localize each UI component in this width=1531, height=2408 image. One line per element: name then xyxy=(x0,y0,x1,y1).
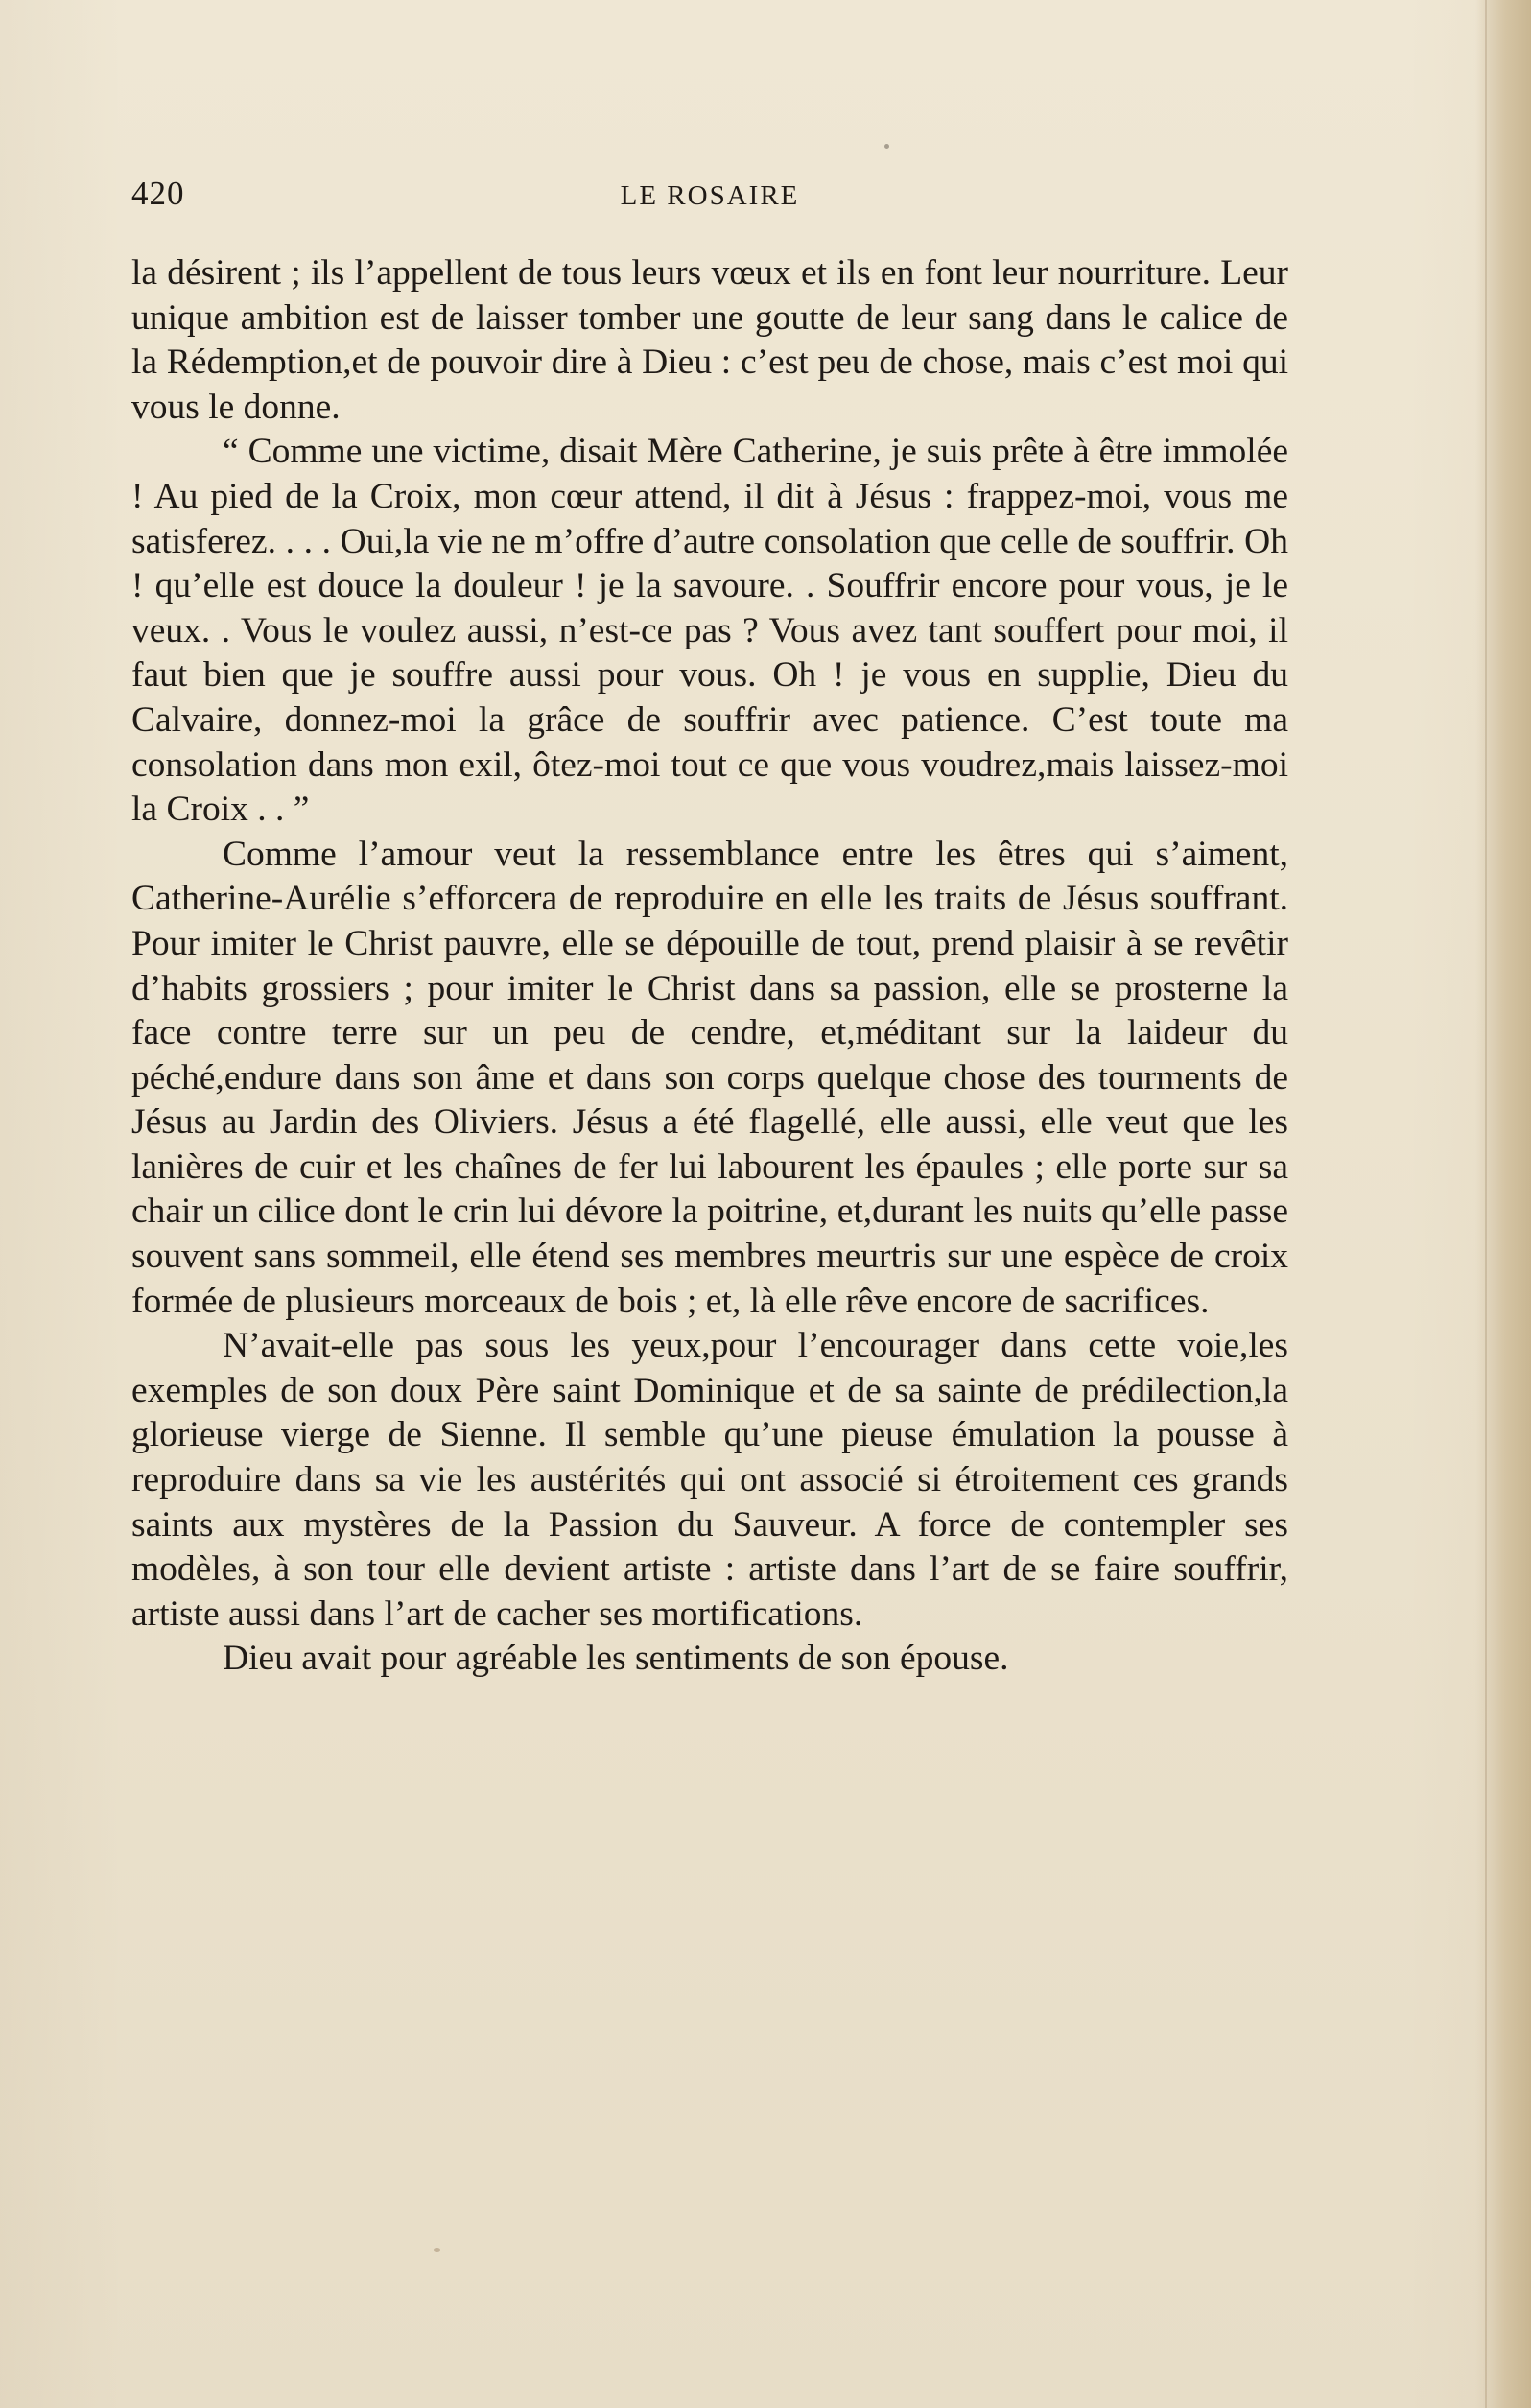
paragraph-continuation: la désirent ; ils l’appellent de tous leurs vœux et ils en font leur nourriture. Leur unique ambition est de laisser tomber une goutte de leur sang dans le calice de la Rédemption,et de pouvoir dire à Dieu : c’est peu de chose, mais c’est moi qui vous le donne. xyxy=(131,253,1288,427)
paragraph-examples: N’avait-elle pas sous les yeux,pour l’encourager dans cette voie,les exemples de son doux Père saint Dominique et de sa sainte de prédilection,la glorieuse vierge de Sienne. Il semble qu’une pieuse émulation la pousse à reproduire dans sa vie les austérités qui ont associé si étroitement ces grands saints aux mystères de la Passion du Sauveur. A force de contempler ses modèles, à son tour elle devient artiste : artiste dans l’art de se faire souffrir, artiste aussi dans l’art de cacher ses mortifications. xyxy=(131,1326,1288,1634)
paragraph-resemblance: Comme l’amour veut la ressemblance entre les êtres qui s’aiment, Catherine-Aurélie s’efforcera de reproduire en elle les traits de Jésus souffrant. Pour imiter le Christ pauvre, elle se dépouille de tout, prend plaisir à se revêtir d’habits grossiers ; pour imiter le Christ dans sa passion, elle se prosterne la face contre terre sur un peu de cendre, et,méditant sur la laideur du péché,endure dans son âme et dans son corps quelque chose des tourments de Jésus au Jardin des Oliviers. Jésus a été flagellé, elle aussi, elle veut que les lanières de cuir et les chaînes de fer lui labourent les épaules ; elle porte sur sa chair un cilice dont le crin lui dévore la poitrine, et,durant les nuits qu’elle passe souvent sans sommeil, elle étend ses membres meurtris sur une espèce de croix formée de plusieurs morceaux de bois ; et, là elle rêve encore de sacrifices. xyxy=(131,834,1288,1321)
page-edge-shadow xyxy=(1475,0,1531,2408)
running-title: LE ROSAIRE xyxy=(620,180,800,211)
page-edge-line xyxy=(1485,0,1487,2408)
paper-speck xyxy=(884,144,889,149)
page-header xyxy=(131,175,1288,217)
paragraph-quotation: “ Comme une victime, disait Mère Catherine, je suis prête à être immolée ! Au pied de la Croix, mon cœur attend, il dit à Jésus : frappez-moi, vous me satisferez. . . . Oui,la vie ne m’offre d’autre consolation que celle de souffrir. Oh ! qu’elle est douce la douleur ! je la savoure. . Souffrir encore pour vous, je le veux. . Vous le voulez aussi, n’est-ce pas ? Vous avez tant souffert pour moi, il faut bien que je souffre aussi pour vous. Oh ! je vous en supplie, Dieu du Calvaire, donnez-moi la grâce de souffrir avec patience. C’est toute ma consolation dans mon exil, ôtez-moi tout ce que vous voudrez,mais laissez-moi la Croix . . ” xyxy=(131,432,1288,830)
main-text xyxy=(131,251,1288,1682)
page-number: 420 xyxy=(131,175,185,212)
paper-stain xyxy=(434,2248,440,2252)
paragraph-closing: Dieu avait pour agréable les sentiments de son épouse. xyxy=(223,1639,1009,1679)
